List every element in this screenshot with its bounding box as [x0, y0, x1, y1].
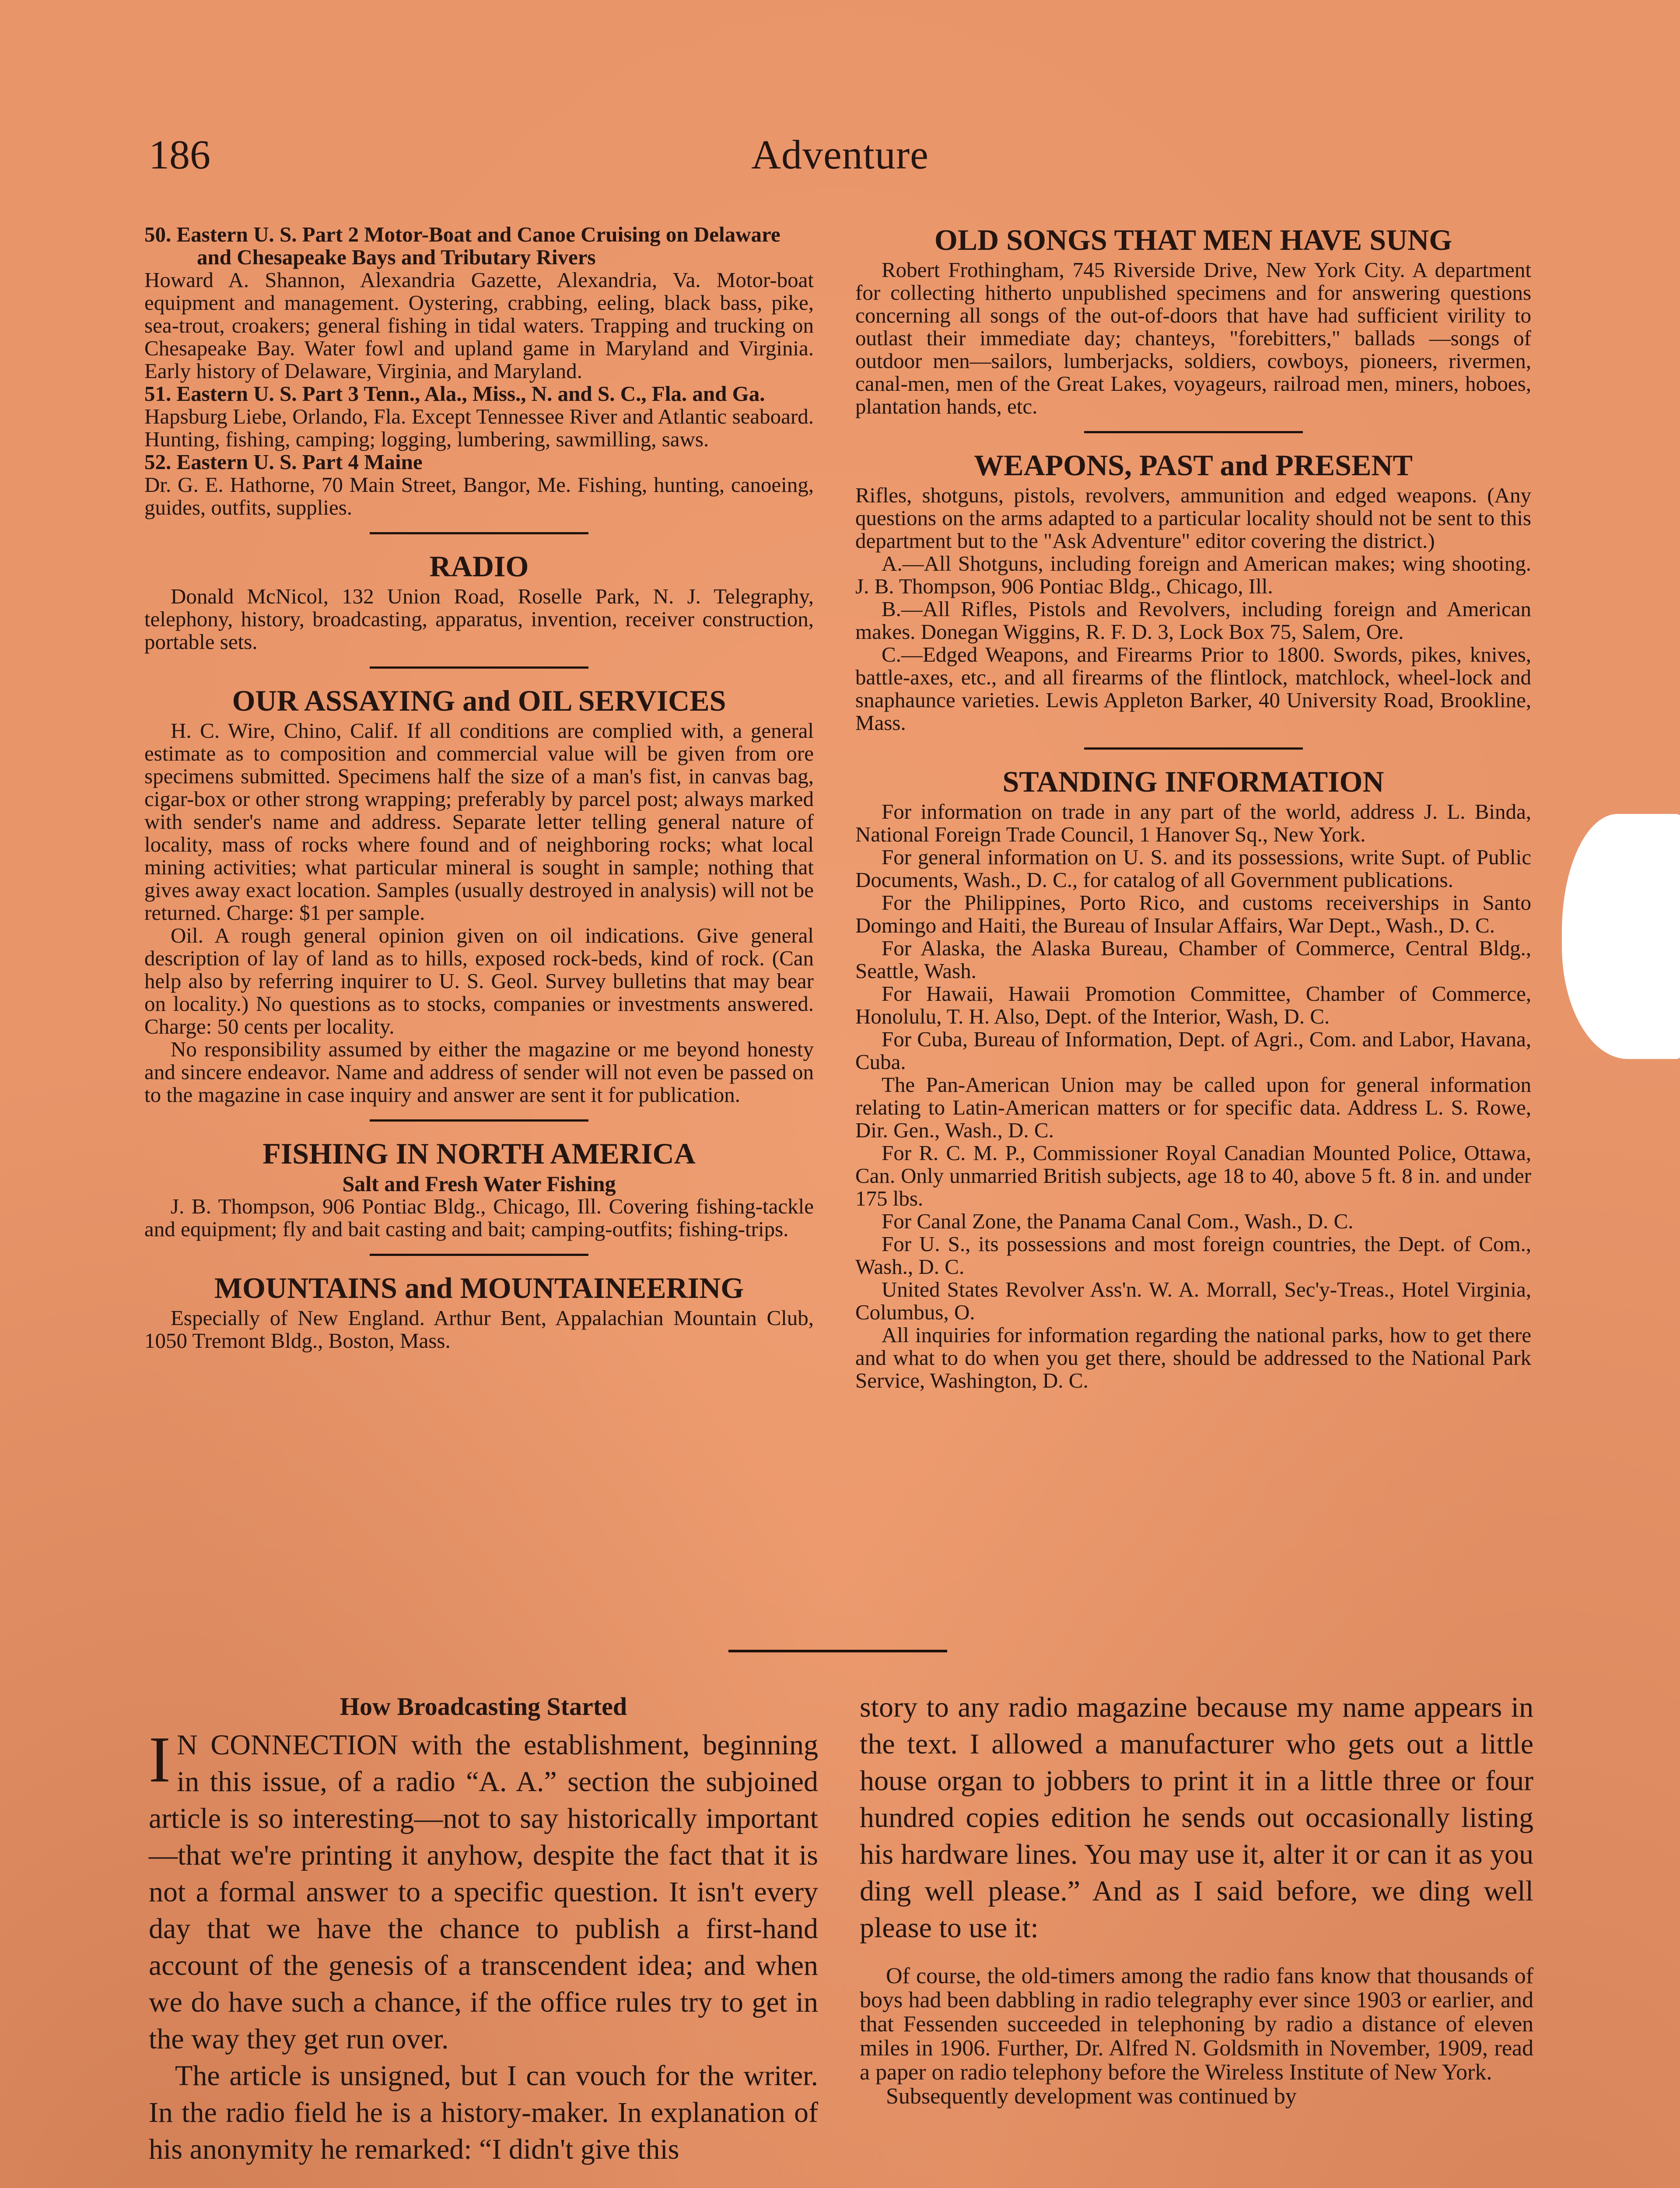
torn-paper-hole — [1562, 814, 1680, 1059]
section-title-mountains: MOUNTAINS and MOUNTAINEERING — [214, 1271, 744, 1304]
section-divider — [370, 532, 588, 534]
article-quote — [860, 1964, 1533, 2108]
standing-item: For Cuba, Bureau of Information, Dept. of Agri., Com. and Labor, Havana, Cuba. — [855, 1027, 1531, 1074]
standing-item: For R. C. M. P., Commissioner Royal Canadian Mounted Police, Ottawa, Can. Only unmarried British subjects, age 18 to 40, above 5 ft. 8 in. and under 175 lbs. — [855, 1141, 1531, 1210]
drop-cap: I — [149, 1723, 171, 1796]
entry-heading: 51. Eastern U. S. Part 3 Tenn., Ala., Miss., N. and S. C., Fla. and Ga. — [144, 382, 765, 406]
entry-51 — [144, 382, 814, 451]
standing-item: For Hawaii, Hawaii Promotion Committee, Chamber of Commerce, Honolulu, T. H. Also, Dept. of the Interior, Wash, D. C. — [855, 982, 1531, 1028]
section-subtitle-fishing: Salt and Fresh Water Fishing — [342, 1171, 616, 1196]
page-number: 186 — [149, 132, 210, 178]
section-title-radio: RADIO — [429, 550, 529, 583]
article-right-column — [860, 1689, 1533, 2108]
article-lead-text: N CONNECTION with the establishment, beginning in this issue, of a radio “A. A.” section the subjoined article is so interesting—not to say historically important—that we're printing it anyhow, despite the fact that it is not a formal answer to a specific question. It isn't every day that we have the chance to publish a first-hand account of the genesis of a transcendent idea; and when we do have such a chance, if the office rules try to get in the way they get run over. — [149, 1729, 818, 2055]
article-left-column — [149, 1689, 818, 2168]
section-title-fishing: FISHING IN NORTH AMERICA — [262, 1137, 696, 1170]
assaying-disclaimer: No responsibility assumed by either the magazine or me beyond honesty and sincere endeavor. Name and address of sender will not even be passed on to the magazine in case inquiry and answer are sent it for publication. — [144, 1037, 814, 1107]
article-paragraph: story to any radio magazine because my name appears in the text. I allowed a manufacturer who gets out a little house organ to jobbers to print it in a little three or four hundred copies edition he sends out occasionally listing his hardware lines. You may use it, alter it or can it as you ding well please.” And as I said before, we ding well please to use it: — [860, 1691, 1533, 1944]
magazine-title: Adventure — [751, 132, 929, 178]
standing-item: For Canal Zone, the Panama Canal Com., Wash., D. C. — [882, 1209, 1354, 1233]
right-top-column — [855, 217, 1531, 1392]
mountains-body: Especially of New England. Arthur Bent, Appalachian Mountain Club, 1050 Tremont Bldg., Boston, Mass. — [144, 1306, 814, 1353]
article-title: How Broadcasting Started — [340, 1692, 627, 1721]
section-title-weapons: WEAPONS, PAST and PRESENT — [974, 449, 1413, 482]
section-divider — [1084, 431, 1303, 433]
entry-body: Howard A. Shannon, Alexandria Gazette, Alexandria, Va. Motor-boat equipment and management. Oystering, crabbing, eeling, black bass, pike, sea-trout, croakers; general fishing in tidal waters. Trapping and trucking on Chesapeake Bay. Water fowl and upland game in Maryland and Virginia. Early history of Delaware, Virginia, and Maryland. — [144, 268, 814, 383]
section-title-assaying: OUR ASSAYING and OIL SERVICES — [232, 684, 726, 717]
section-divider — [370, 1119, 588, 1122]
assaying-paragraph: H. C. Wire, Chino, Calif. If all conditions are complied with, a general estimate as to composition and commercial value will be given from ore specimens submitted. Specimens half the size of a man's fist, in canvas bag, cigar-box or other strong wrapping; preferably by parcel post; always marked with sender's name and address. Separate letter telling general nature of locality, mass of rocks where found and of neighboring rocks; what local mining activities; what particular mineral is sought in sample; nothing that gives away exact location. Samples (usually destroyed in analysis) will not be returned. Charge: $1 per sample. — [144, 719, 814, 925]
entry-body: Dr. G. E. Hathorne, 70 Main Street, Bangor, Me. Fishing, hunting, canoeing, guides, outfits, supplies. — [144, 473, 814, 519]
standing-item: For general information on U. S. and its possessions, write Supt. of Public Documents, Wash., D. C., for catalog of all Government publications. — [855, 845, 1531, 892]
article-lead-paragraph — [149, 1723, 818, 2058]
quote-paragraph: Of course, the old-timers among the radio fans know that thousands of boys had been dabbling in radio telegraphy ever since 1903 or earlier, and that Fessenden succeeded in telephoning by radio a distance of eleven miles in 1906. Further, Dr. Alfred N. Goldsmith in November, 1909, read a paper on radio telephony before the Wireless Institute of New York. — [860, 1964, 1533, 2085]
article-paragraph: The article is unsigned, but I can vouch for the writer. In the radio field he is a history-maker. In explanation of his anonymity he remarked: “I didn't give this — [149, 2060, 818, 2165]
entry-heading: 50. Eastern U. S. Part 2 Motor-Boat and Canoe Cruising on Delaware and Chesapeake Bays and Tributary Rivers — [144, 222, 780, 269]
weapons-c: C.—Edged Weapons, and Firearms Prior to 1800. Swords, pikes, knives, battle-axes, etc., and all firearms of the flintlock, matchlock, wheel-lock and snaphaunce varieties. Lewis Appleton Barker, 40 University Road, Brookline, Mass. — [855, 642, 1531, 735]
weapons-b: B.—All Rifles, Pistols and Revolvers, including foreign and American makes. Donegan Wiggins, R. F. D. 3, Lock Box 75, Salem, Ore. — [855, 597, 1531, 644]
entry-52 — [144, 451, 814, 519]
standing-item: The Pan-American Union may be called upon for general information relating to Latin-American matters or for specific data. Address L. S. Rowe, Dir. Gen., Wash., D. C. — [855, 1073, 1531, 1142]
radio-body: Donald McNicol, 132 Union Road, Roselle Park, N. J. Telegraphy, telephony, history, broadcasting, apparatus, invention, receiver construction, portable sets. — [144, 584, 814, 654]
weapons-intro: Rifles, shotguns, pistols, revolvers, ammunition and edged weapons. (Any questions on the arms adapted to a particular locality should not be sent to this department but to the "Ask Adventure" editor covering the district.) — [855, 483, 1531, 553]
standing-item: For U. S., its possessions and most foreign countries, the Dept. of Com., Wash., D. C. — [855, 1232, 1531, 1279]
section-title-songs: OLD SONGS THAT MEN HAVE SUNG — [934, 223, 1452, 256]
songs-body: Robert Frothingham, 745 Riverside Drive, New York City. A department for collecting hitherto unpublished specimens and for answering questions concerning all songs of the out-of-doors that have had sufficient virility to outlast their immediate day; chanteys, "forebitters," ballads —songs of outdoor men—sailors, lumberjacks, soldiers, cowboys, pioneers, rivermen, canal-men, men of the Great Lakes, voyageurs, railroad men, miners, hoboes, plantation hands, etc. — [855, 258, 1531, 418]
quote-paragraph: Subsequently development was continued by — [886, 2084, 1297, 2109]
standing-item: United States Revolver Ass'n. W. A. Morrall, Sec'y-Treas., Hotel Virginia, Columbus, O. — [855, 1277, 1531, 1324]
standing-item: For the Philippines, Porto Rico, and customs receiverships in Santo Domingo and Haiti, the Bureau of Insular Affairs, War Dept., Wash., D. C. — [855, 891, 1531, 937]
standing-item: All inquiries for information regarding the national parks, how to get there and what to do when you get there, should be addressed to the National Park Service, Washington, D. C. — [855, 1323, 1531, 1392]
standing-item: For Alaska, the Alaska Bureau, Chamber of Commerce, Central Bldg., Seattle, Wash. — [855, 936, 1531, 983]
assaying-oil-paragraph: Oil. A rough general opinion given on oil indications. Give general description of lay of land as to hills, exposed rock-beds, kind of rock. (Can help also by referring inquirer to U. S. Geol. Survey bulletins that may bear on locality.) No questions as to stocks, companies or investments answered. Charge: 50 cents per locality. — [144, 923, 814, 1038]
left-top-column — [144, 223, 814, 1352]
standing-item: For information on trade in any part of the world, address J. L. Binda, National Foreign Trade Council, 1 Hanover Sq., New York. — [855, 799, 1531, 846]
entry-heading: 52. Eastern U. S. Part 4 Maine — [144, 450, 423, 474]
fishing-body: J. B. Thompson, 906 Pontiac Bldg., Chicago, Ill. Covering fishing-tackle and equipment; fly and bait casting and bait; camping-outfits; fishing-trips. — [144, 1194, 814, 1241]
section-divider — [370, 1254, 588, 1256]
entry-50 — [144, 223, 814, 382]
entry-body: Hapsburg Liebe, Orlando, Fla. Except Tennessee River and Atlantic seaboard. Hunting, fishing, camping; logging, lumbering, sawmilling, saws. — [144, 404, 814, 451]
section-title-standing: STANDING INFORMATION — [1002, 765, 1384, 798]
running-head — [144, 131, 1536, 184]
article-divider — [728, 1650, 947, 1652]
weapons-a: A.—All Shotguns, including foreign and American makes; wing shooting. J. B. Thompson, 906 Pontiac Bldg., Chicago, Ill. — [855, 551, 1531, 598]
section-divider — [370, 666, 588, 669]
section-divider — [1084, 747, 1303, 750]
